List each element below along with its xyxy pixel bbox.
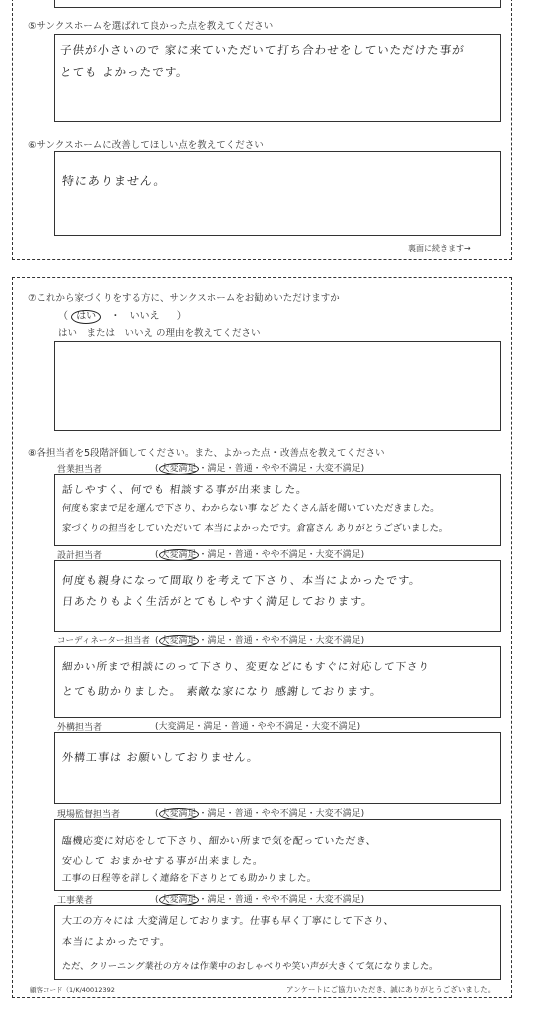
- answer-box-exterior: [54, 732, 501, 804]
- rating-option: 大変不満足: [315, 809, 361, 819]
- top-partial-box: [54, 0, 501, 8]
- rating-option: 満足: [207, 636, 226, 646]
- site-line-2: 安心して おまかせする事が出来ました。: [61, 856, 265, 867]
- rating-scale-design: ( 大変満足 ・満足・普通・やや不満足・大変不満足): [155, 550, 365, 560]
- sales-line-2: 何度も家まで足を運んで下さり、わからない事 など たくさん話を聞いていただきました。: [61, 503, 441, 514]
- rating-option: 満足: [207, 464, 226, 474]
- answer-6-line-1: 特にありません。: [61, 174, 168, 188]
- answer-box-7: [54, 341, 501, 431]
- role-exterior: 外構担当者: [57, 723, 103, 733]
- rating-option: やや不満足: [261, 550, 307, 560]
- answer-box-coordinator: [54, 646, 501, 718]
- rating-option: 大変不満足: [315, 895, 361, 905]
- rating-option: 普通: [234, 636, 253, 646]
- rating-option: 大変不満足: [311, 722, 357, 732]
- design-line-1: 何度も親身になって間取りを考えて下さり、本当によかったです。: [61, 574, 422, 587]
- customer-code: 顧客コード（1/K/40012392: [30, 986, 115, 994]
- question-8: ⑧各担当者を5段階評価してください。また、よかった点・改善点を教えてください: [28, 448, 385, 459]
- rating-option: 大変不満足: [315, 464, 361, 474]
- sales-line-1: 話しやすく、何でも 相談する事が出来ました。: [61, 484, 309, 496]
- coordinator-line-2: とても助かりました。 素敵な家になり 感謝しております。: [61, 685, 383, 698]
- q7-option-sep: ・: [110, 311, 121, 322]
- question-7: ⑦これから家づくりをする方に、サンクスホームをお勧めいただけますか: [28, 293, 340, 304]
- answer-5-line-1: 子供が小さいので 家に来ていただいて打ち合わせをしていただけた事が: [59, 43, 466, 57]
- answer-box-6: [54, 151, 501, 236]
- role-site-supervisor: 現場監督担当者: [57, 810, 121, 820]
- rating-option: 普通: [234, 809, 253, 819]
- site-line-3: 工事の日程等を詳しく連絡を下さりとても助かりました。: [61, 873, 318, 884]
- role-sales: 営業担当者: [57, 465, 103, 475]
- rating-option: 満足: [207, 895, 226, 905]
- rating-option: 普通: [234, 464, 253, 474]
- rating-option: 大変不満足: [315, 550, 361, 560]
- contractor-line-1: 大工の方々には 大変満足しております。仕事も早く丁寧にして下さり、: [61, 916, 395, 927]
- answer-5-line-2: とても よかったです。: [59, 65, 190, 79]
- rating-top-circled: 大変満足: [160, 636, 197, 646]
- sales-line-3: 家づくりの担当をしていただいて 本当によかったです。倉富さん ありがとうございました。: [61, 523, 449, 534]
- rating-top-circled: 大変満足: [160, 809, 197, 819]
- design-line-2: 日あたりもよく生活がとてもしやすく満足しております。: [61, 595, 374, 608]
- question-6: ⑥サンクスホームに改善してほしい点を教えてください: [28, 140, 264, 151]
- contractor-line-2: 本当によかったです。: [61, 937, 172, 948]
- rating-top-circled: 大変満足: [160, 895, 197, 905]
- q7-reason-label: はい または いいえ の理由を教えてください: [58, 328, 261, 339]
- rating-option: 普通: [234, 895, 253, 905]
- rating-option: 満足: [207, 550, 226, 560]
- rating-scale-contractor: ( 大変満足 ・満足・普通・やや不満足・大変不満足): [155, 895, 365, 905]
- rating-option: 普通: [234, 550, 253, 560]
- rating-scale-site-supervisor: ( 大変満足 ・満足・普通・やや不満足・大変不満足): [155, 809, 365, 819]
- rating-option: 大変満足: [158, 722, 195, 732]
- q7-options: [58, 307, 187, 324]
- coordinator-line-1: 細かい所まで相談にのって下さり、変更などにもすぐに対応して下さり: [61, 661, 431, 673]
- exterior-line-1: 外構工事は お願いしておりません。: [61, 751, 260, 764]
- question-5: ⑤サンクスホームを選ばれて良かった点を教えてください: [28, 21, 274, 32]
- rating-top-circled: 大変満足: [160, 464, 197, 474]
- rating-option: やや不満足: [261, 809, 307, 819]
- rating-option: やや不満足: [257, 722, 303, 732]
- rating-option: やや不満足: [261, 636, 307, 646]
- option-no: いいえ: [129, 311, 160, 322]
- rating-top-circled: 大変満足: [160, 550, 197, 560]
- contractor-line-3: ただ、クリーニング業社の方々は作業中のおしゃべりや笑い声が大きくて気になりました。: [61, 961, 439, 972]
- thanks-message: アンケートにご協力いただき、誠にありがとうございました。: [286, 985, 496, 994]
- rating-option: やや不満足: [261, 464, 307, 474]
- role-contractor: 工事業者: [57, 896, 94, 906]
- rating-scale-sales: ( 大変満足 ・満足・普通・やや不満足・大変不満足): [155, 464, 365, 474]
- rating-option: 満足: [203, 722, 222, 732]
- q7-paren-close: ）: [176, 311, 187, 322]
- rating-scale-exterior: (大変満足・満足・普通・やや不満足・大変不満足): [155, 722, 361, 732]
- rating-option: やや不満足: [261, 895, 307, 905]
- role-design: 設計担当者: [57, 551, 103, 561]
- rating-option: 満足: [207, 809, 226, 819]
- rating-option: 普通: [230, 722, 249, 732]
- rating-option: 大変不満足: [315, 636, 361, 646]
- rating-scale-coordinator: ( 大変満足 ・満足・普通・やや不満足・大変不満足): [155, 636, 365, 646]
- page-turn-note: 裏面に続きます→: [408, 244, 471, 253]
- role-coordinator: コーディネーター担当者: [57, 636, 150, 646]
- option-yes-circled: はい: [71, 310, 101, 324]
- q7-paren-open: （: [58, 311, 68, 322]
- site-line-1: 臨機応変に対応をして下さり、細かい所まで気を配っていただき、: [61, 836, 377, 847]
